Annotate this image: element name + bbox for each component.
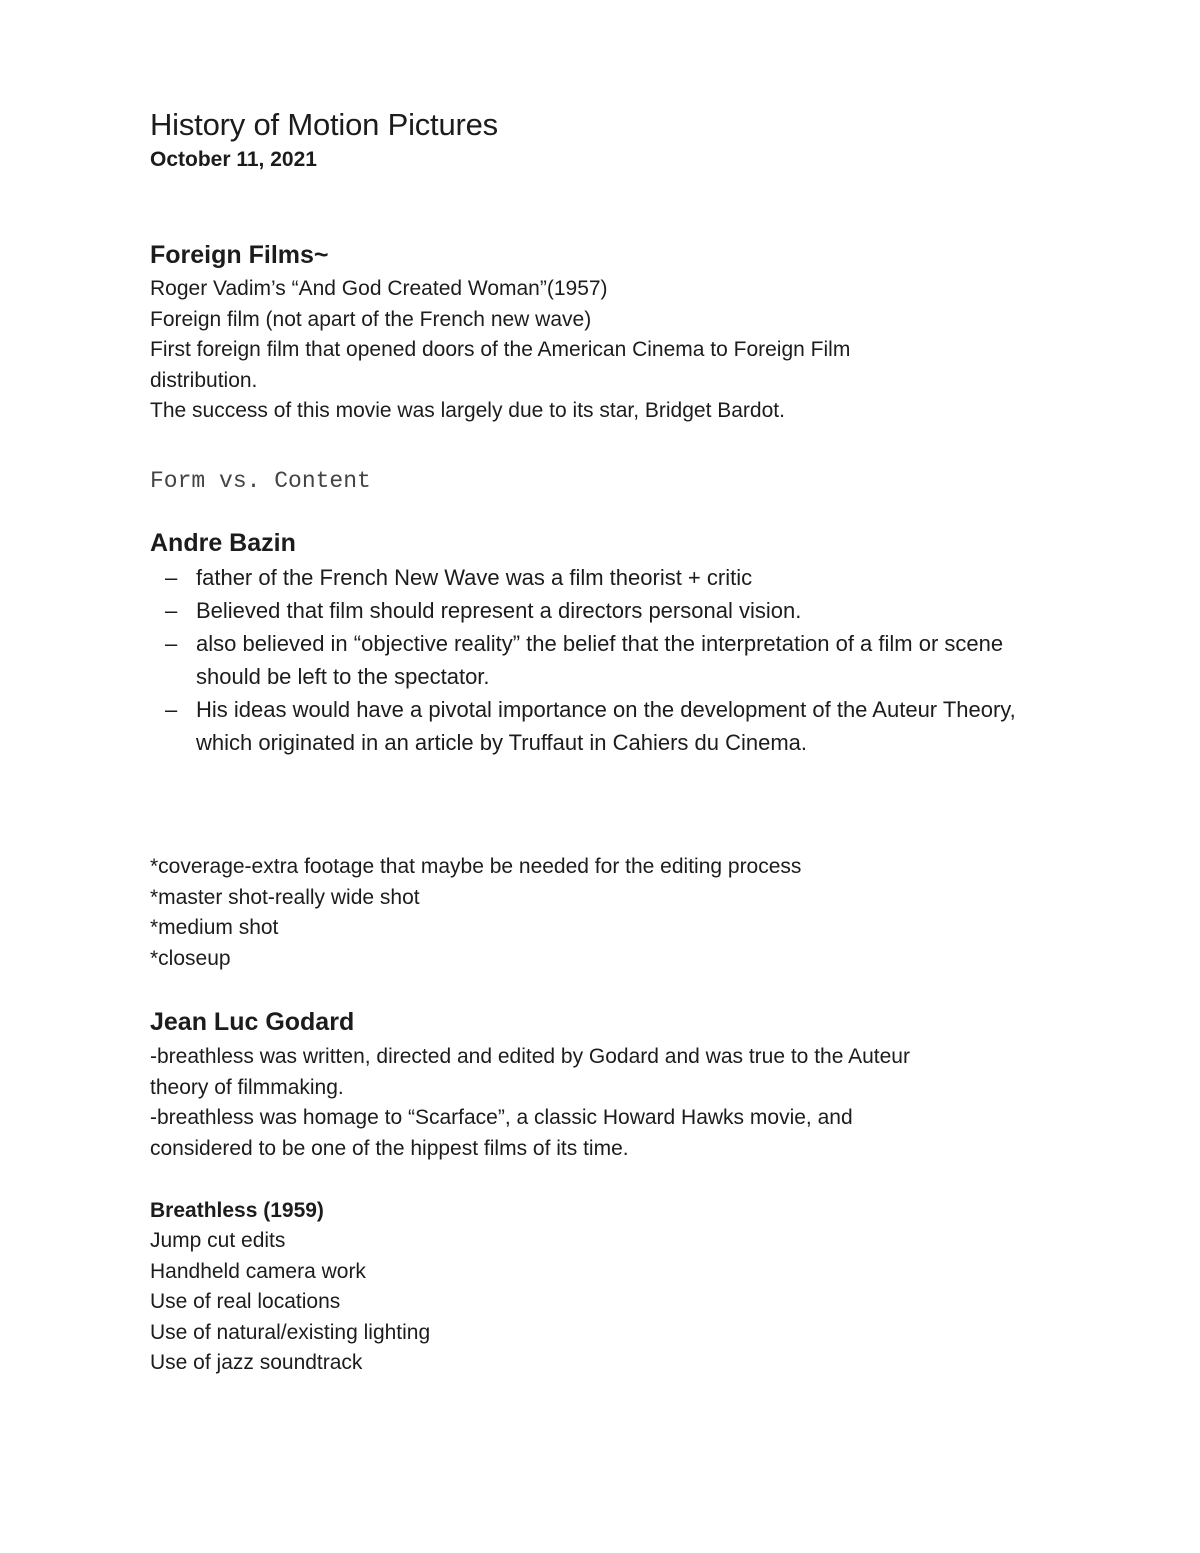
breathless-feature: Use of real locations	[150, 1290, 341, 1313]
bullet-dash: –	[165, 565, 178, 590]
bullet-dash: –	[165, 631, 178, 656]
breathless-feature: Handheld camera work	[150, 1259, 366, 1283]
godard-line: considered to be one of the hippest films of its time.	[150, 1136, 629, 1160]
foreign-films-line: Foreign film (not apart of the French new wave)	[150, 307, 592, 331]
godard-line: -breathless was homage to “Scarface”, a classic Howard Hawks movie, and	[150, 1106, 853, 1129]
foreign-films-line: Roger Vadim’s “And God Created Woman”(1957)	[150, 277, 608, 300]
shot-type-item: *master shot-really wide shot	[150, 885, 420, 909]
list-item	[150, 627, 1026, 693]
form-vs-content-note: Form vs. Content	[150, 468, 371, 494]
document-title: History of Motion Pictures	[150, 107, 498, 142]
shot-types-list	[150, 852, 1070, 974]
foreign-films-line: First foreign film that opened doors of the American Cinema to Foreign Film	[150, 338, 851, 361]
bullet-dash: –	[165, 697, 178, 722]
bullet-text: also believed in “objective reality” the belief that the interpretation of a film or scene should be left to the spectator.	[196, 631, 1004, 689]
list-item	[150, 594, 1026, 627]
foreign-films-line: distribution.	[150, 368, 258, 392]
bullet-text: His ideas would have a pivotal importance on the development of the Auteur Theory, which originated in an article by Truffaut in Cahiers du Cinema.	[196, 697, 1016, 755]
breathless-heading: Breathless (1959)	[150, 1199, 324, 1222]
bullet-dash: –	[165, 598, 178, 623]
godard-heading: Jean Luc Godard	[150, 1008, 355, 1036]
godard-section	[150, 1042, 1070, 1164]
list-item	[150, 693, 1026, 759]
shot-type-item: *closeup	[150, 946, 231, 970]
andre-bazin-heading: Andre Bazin	[150, 529, 296, 557]
breathless-feature: Use of jazz soundtrack	[150, 1351, 363, 1374]
bullet-text: father of the French New Wave was a film theorist + critic	[196, 565, 753, 590]
bullet-text: Believed that film should represent a directors personal vision.	[196, 598, 802, 623]
breathless-feature: Jump cut edits	[150, 1229, 286, 1252]
foreign-films-heading: Foreign Films~	[150, 241, 329, 269]
andre-bazin-bullet-list	[150, 561, 1070, 759]
breathless-features-list	[150, 1226, 1070, 1379]
godard-line: -breathless was written, directed and edited by Godard and was true to the Auteur	[150, 1045, 910, 1068]
shot-type-item: *coverage-extra footage that maybe be needed for the editing process	[150, 855, 802, 878]
document-date: October 11, 2021	[150, 148, 317, 171]
foreign-films-line: The success of this movie was largely due to its star, Bridget Bardot.	[150, 399, 785, 422]
breathless-feature: Use of natural/existing lighting	[150, 1320, 431, 1344]
list-item	[150, 561, 1026, 594]
shot-type-item: *medium shot	[150, 916, 279, 939]
godard-line: theory of filmmaking.	[150, 1075, 344, 1099]
foreign-films-section	[150, 274, 1070, 427]
